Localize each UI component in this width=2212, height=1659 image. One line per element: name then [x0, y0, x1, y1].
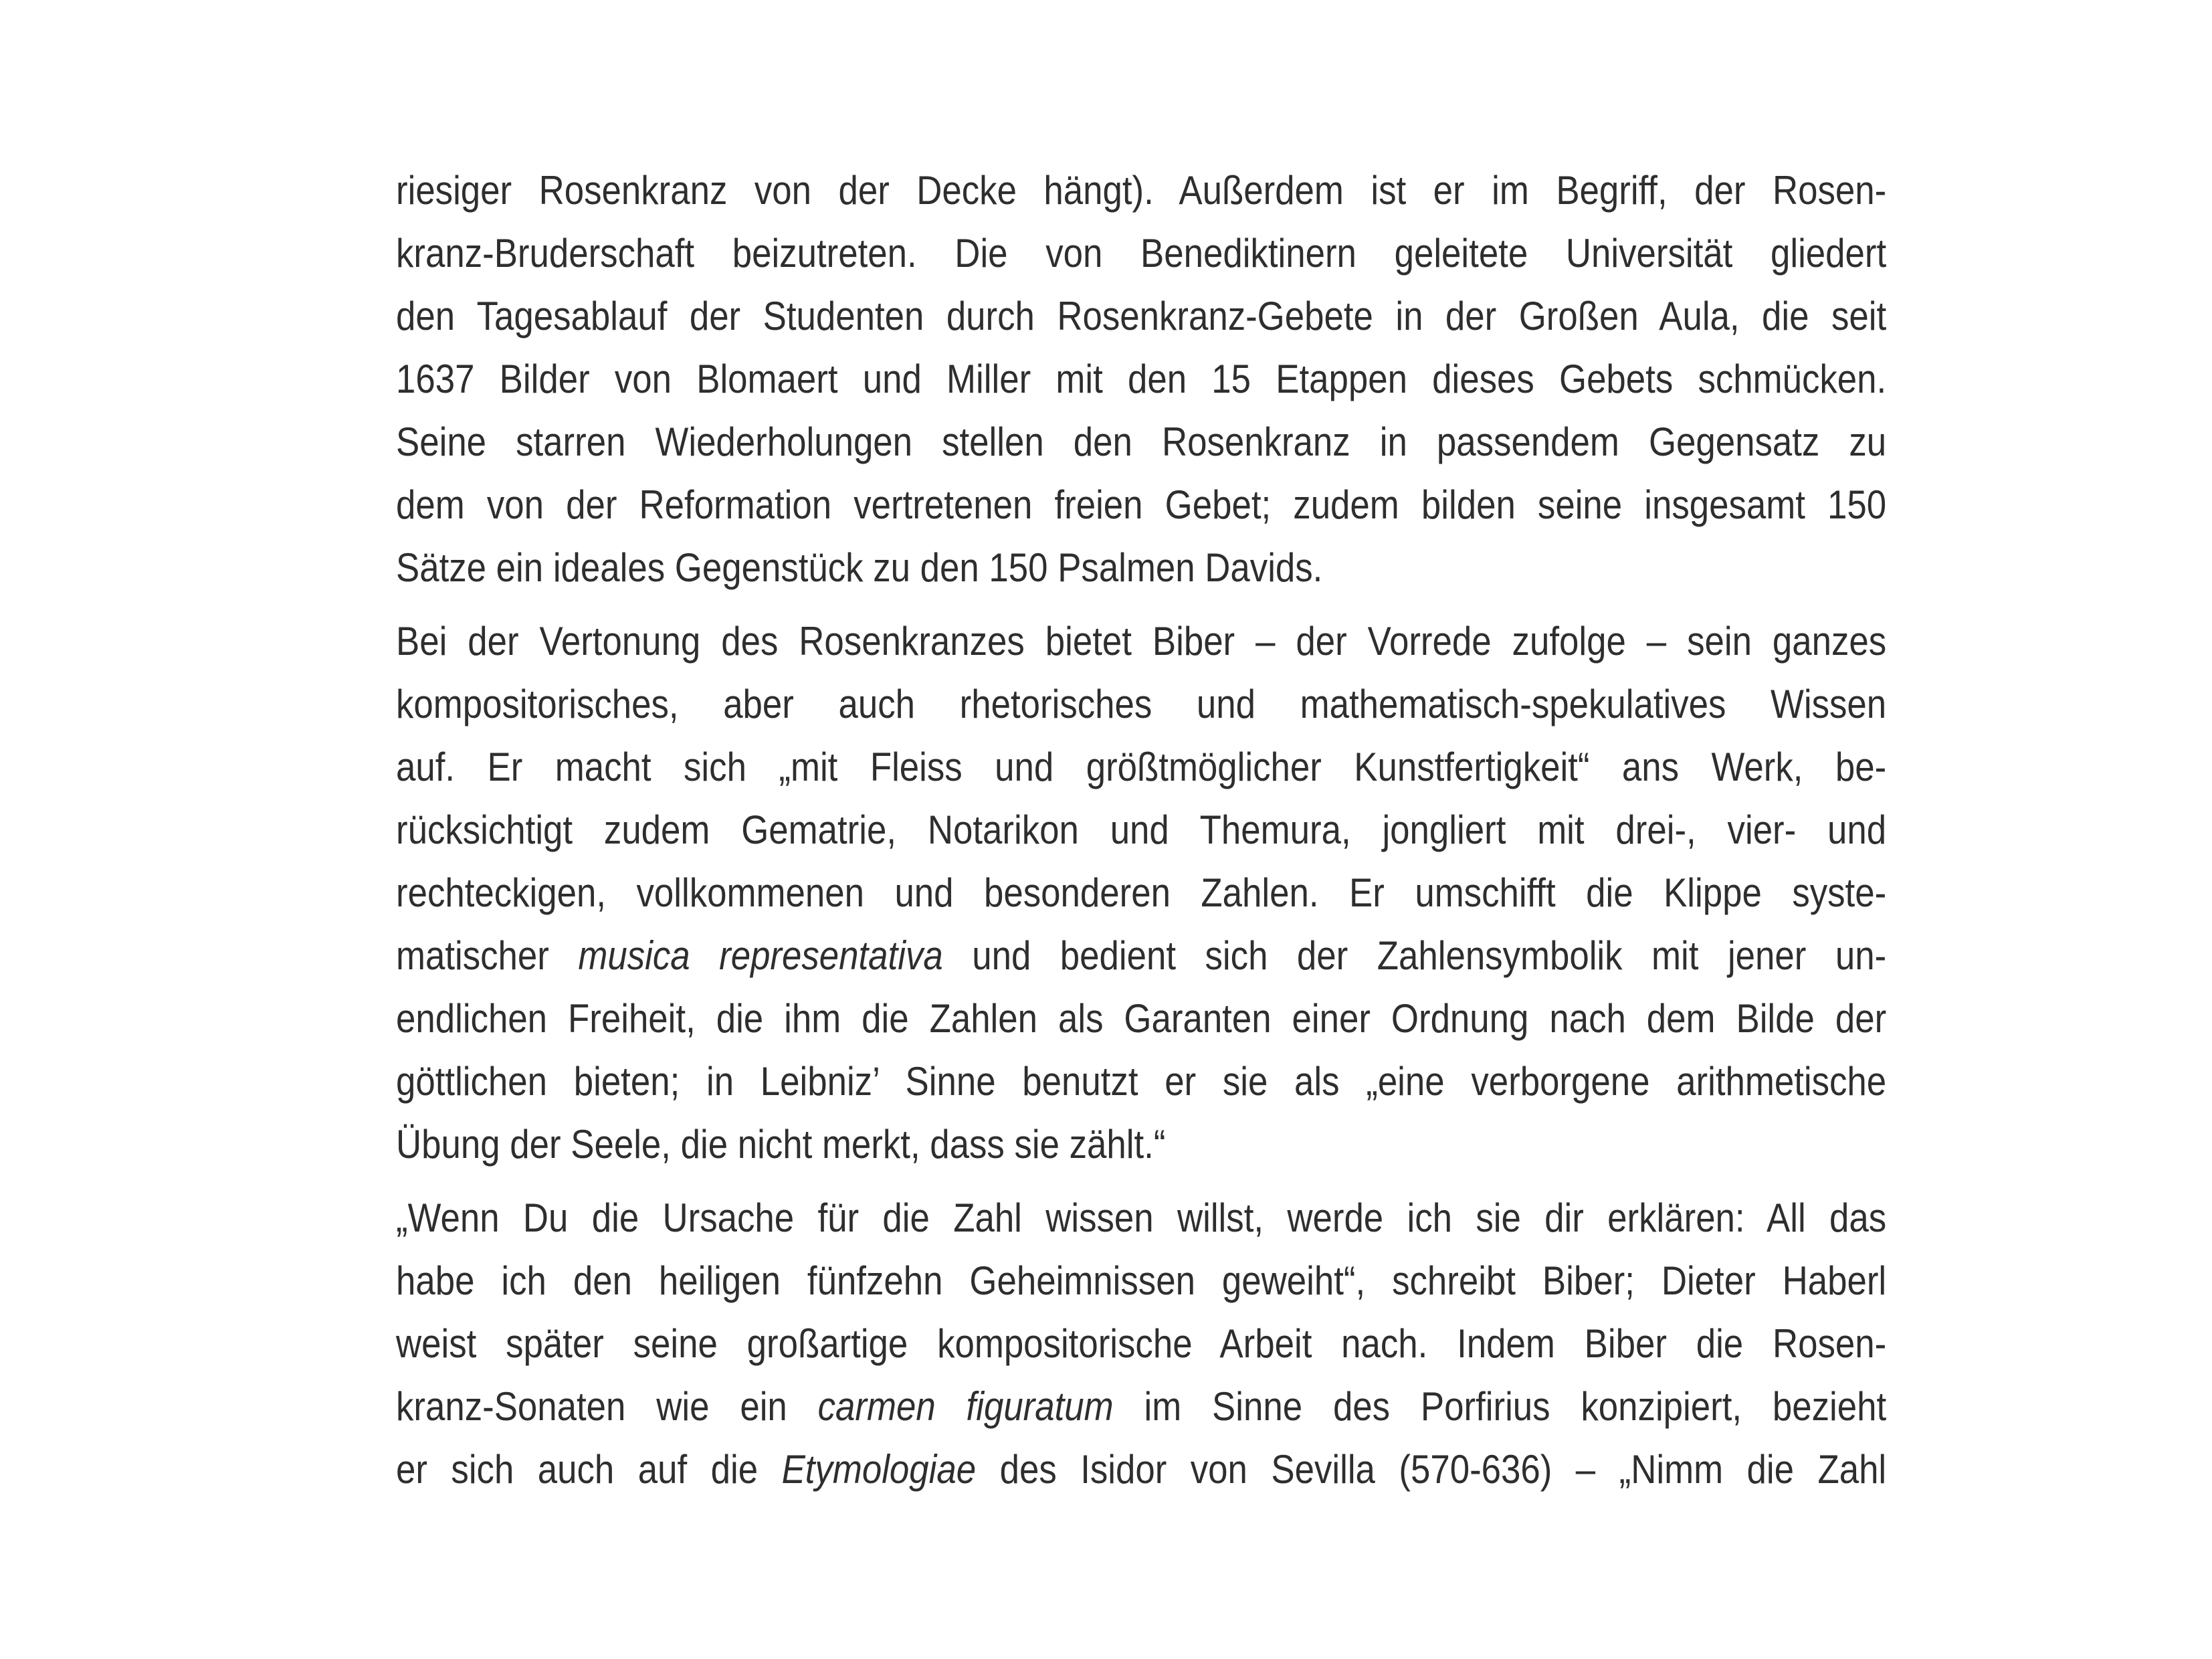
text-segment: auf. Er macht sich „mit Fleiss und größtmöglicher Kunstfertigkeit“ ans Werk, be-: [396, 745, 1887, 789]
text-segment: und bedient sich der Zahlensymbolik mit jener un-: [942, 933, 1887, 978]
text-segment: 1637 Bilder von Blomaert und Miller mit den 15 Etappen dieses Gebets schmücken.: [396, 357, 1887, 401]
italic-term: musica representativa: [578, 933, 943, 978]
text-segment: „Wenn Du die Ursache für die Zahl wissen willst, werde ich sie dir erklären: All das: [396, 1195, 1887, 1240]
text-line: [396, 610, 1886, 673]
text-segment: kompositorisches, aber auch rhetorisches und mathematisch-spekulatives Wissen: [396, 682, 1887, 726]
body-text: [396, 159, 1887, 1501]
paragraph-gap: [396, 1176, 1708, 1187]
italic-term: Etymologiae: [781, 1447, 977, 1492]
text-segment: endlichen Freiheit, die ihm die Zahlen als Garanten einer Ordnung nach dem Bilde der: [396, 996, 1887, 1041]
text-segment: Seine starren Wiederholungen stellen den Rosenkranz in passendem Gegensatz zu: [396, 419, 1887, 464]
text-line: [396, 1113, 1886, 1176]
text-segment: rücksichtigt zudem Gematrie, Notarikon und Themura, jongliert mit drei-, vier- und: [396, 807, 1887, 852]
text-segment: Bei der Vertonung des Rosenkranzes bietet Biber – der Vorrede zufolge – sein ganzes: [396, 619, 1887, 664]
text-line: [396, 1250, 1886, 1312]
text-line: [396, 1187, 1886, 1250]
paragraph: [396, 159, 1887, 599]
italic-term: carmen figuratum: [817, 1384, 1114, 1429]
text-segment: den Tagesablauf der Studenten durch Rosenkranz-Gebete in der Großen Aula, die seit: [396, 294, 1887, 338]
text-line: [396, 1438, 1886, 1501]
text-segment: dem von der Reformation vertretenen freien Gebet; zudem bilden seine insgesamt 150: [396, 482, 1887, 527]
text-line: [396, 862, 1886, 924]
text-segment: rechteckigen, vollkommenen und besonderen Zahlen. Er umschifft die Klippe syste-: [396, 870, 1887, 915]
text-segment: göttlichen bieten; in Leibniz’ Sinne benutzt er sie als „eine verborgene arithmetische: [396, 1059, 1887, 1104]
text-segment: Übung der Seele, die nicht merkt, dass sie zählt.“: [396, 1122, 1166, 1167]
text-line: [396, 1050, 1886, 1113]
text-segment: matischer: [396, 933, 579, 978]
paragraph: [396, 610, 1887, 1176]
text-segment: habe ich den heiligen fünfzehn Geheimnissen geweiht“, schreibt Biber; Dieter Haberl: [396, 1258, 1887, 1303]
text-segment: kranz-Bruderschaft beizutreten. Die von Benediktinern geleitete Universität gliedert: [396, 231, 1887, 276]
text-line: [396, 348, 1886, 411]
text-segment: riesiger Rosenkranz von der Decke hängt). Außerdem ist er im Begriff, der Rosen-: [396, 168, 1887, 213]
text-line: [396, 799, 1886, 862]
text-line: [396, 736, 1886, 799]
paragraph: [396, 1187, 1887, 1501]
text-segment: kranz-Sonaten wie ein: [396, 1384, 818, 1429]
text-segment: des Isidor von Sevilla (570-636) – „Nimm die Zahl: [976, 1447, 1887, 1492]
text-line: [396, 536, 1886, 599]
paragraph-gap: [396, 599, 1708, 610]
text-line: [396, 924, 1886, 987]
text-line: [396, 474, 1886, 536]
text-segment: weist später seine großartige kompositorische Arbeit nach. Indem Biber die Rosen-: [396, 1321, 1887, 1366]
text-line: [396, 673, 1886, 736]
text-line: [396, 285, 1886, 348]
text-segment: Sätze ein ideales Gegenstück zu den 150 Psalmen Davids.: [396, 545, 1323, 590]
text-line: [396, 987, 1886, 1050]
text-segment: er sich auch auf die: [396, 1447, 782, 1492]
text-line: [396, 1375, 1886, 1438]
text-line: [396, 159, 1886, 222]
text-line: [396, 411, 1886, 474]
text-line: [396, 1312, 1886, 1375]
text-line: [396, 222, 1886, 285]
text-segment: im Sinne des Porfirius konzipiert, bezieht: [1113, 1384, 1887, 1429]
